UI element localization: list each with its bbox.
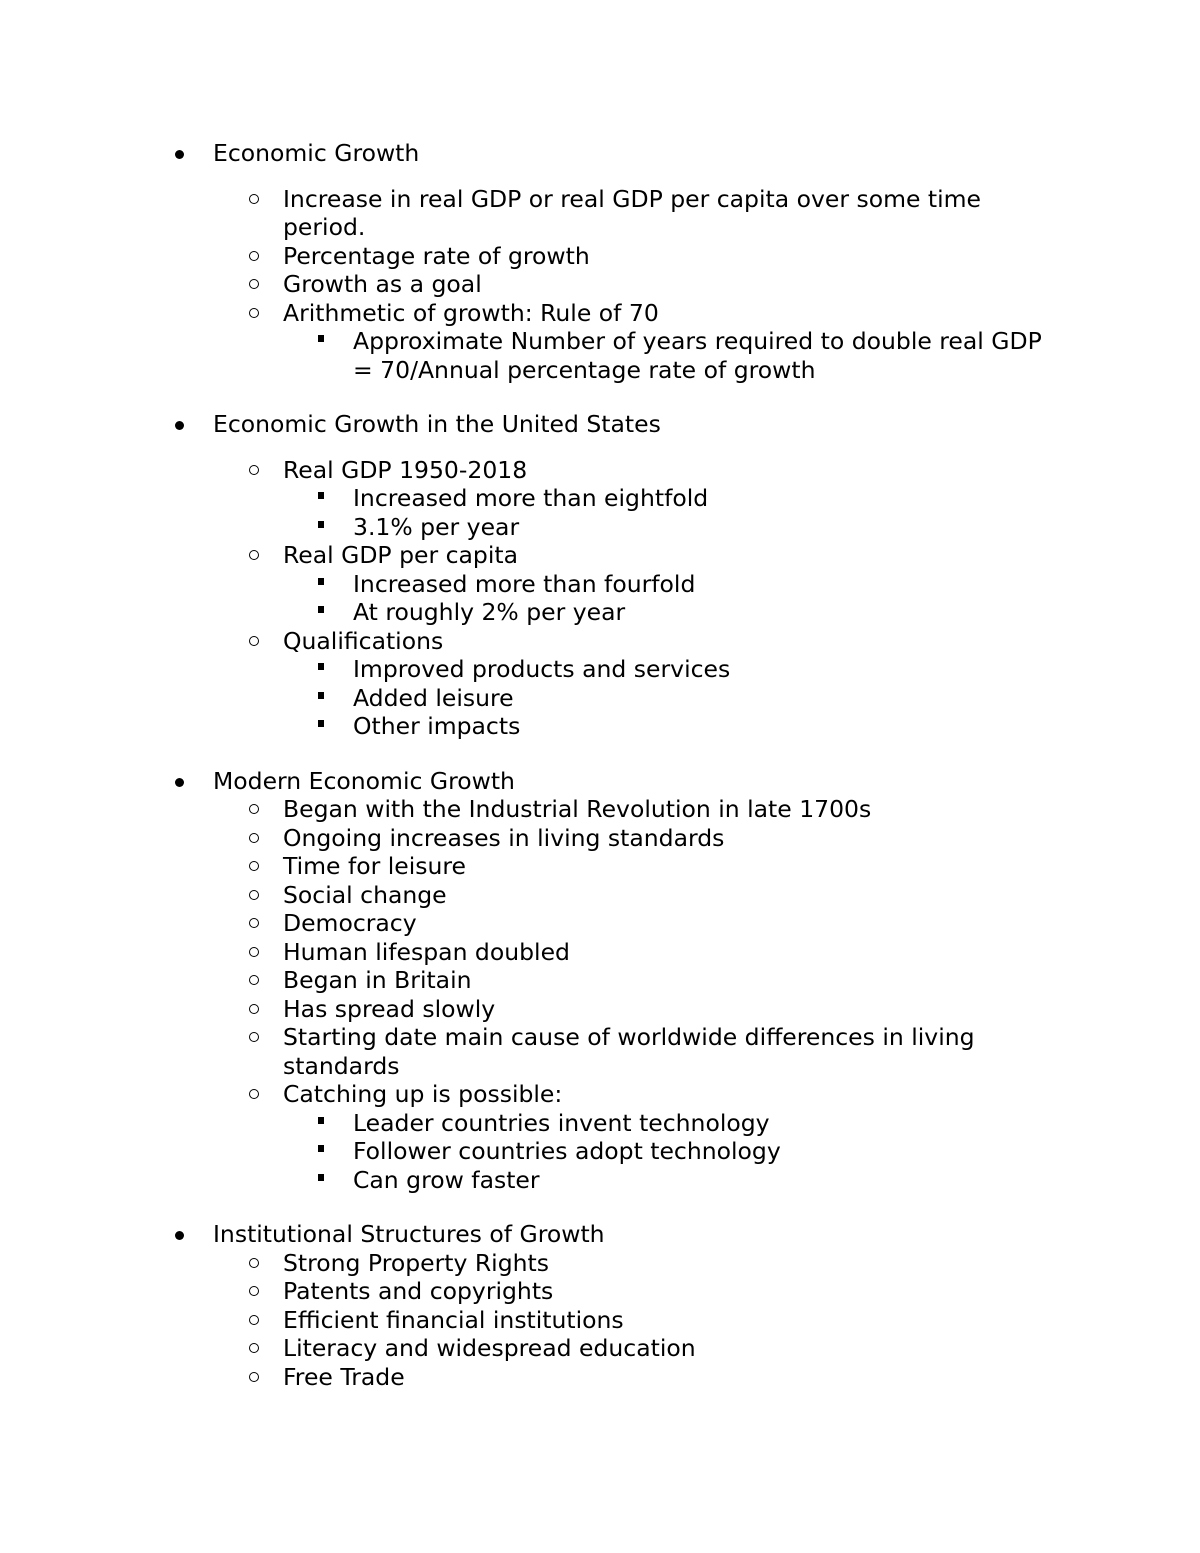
list-item xyxy=(0,185,1003,242)
square-bullet-icon xyxy=(318,692,324,699)
sub-list-item-text: Can grow faster xyxy=(353,1165,540,1194)
list-item-text: Efficient financial institutions xyxy=(283,1305,624,1334)
list-item xyxy=(0,456,1003,485)
sub-list-item xyxy=(0,655,1053,684)
list-item xyxy=(0,1249,1003,1278)
list-item-text: Starting date main cause of worldwide differences in living standards xyxy=(283,1023,975,1080)
outline-section xyxy=(0,139,1200,384)
list-item-text: Patents and copyrights xyxy=(283,1277,554,1305)
circle-bullet-icon xyxy=(249,1089,259,1099)
list-item-text: Percentage rate of growth xyxy=(283,241,590,270)
list-item-text: Arithmetic of growth: Rule of 70 xyxy=(283,298,659,327)
list-item xyxy=(0,1277,1003,1306)
section-heading-text: Modern Economic Growth xyxy=(213,766,515,795)
list-item xyxy=(0,242,1003,271)
disc-bullet-icon xyxy=(175,150,184,159)
sub-list-item xyxy=(0,513,1053,542)
list-item-text: Began in Britain xyxy=(283,966,472,994)
square-bullet-icon xyxy=(318,578,324,585)
list-item-text: Catching up is possible: xyxy=(283,1080,563,1108)
section-heading xyxy=(0,139,1043,168)
sub-list-item xyxy=(0,570,1053,599)
circle-bullet-icon xyxy=(249,1343,259,1353)
list-item xyxy=(0,852,1003,881)
list-item-text: Human lifespan doubled xyxy=(283,937,570,966)
list-item xyxy=(0,541,1003,570)
circle-bullet-icon xyxy=(249,550,259,560)
square-bullet-icon xyxy=(318,720,324,727)
square-bullet-icon xyxy=(318,1174,324,1181)
sub-list-item-text: Added leisure xyxy=(353,683,514,712)
circle-bullet-icon xyxy=(249,251,259,261)
sub-list-item-text: 3.1% per year xyxy=(353,512,520,541)
square-bullet-icon xyxy=(318,521,324,528)
section-heading xyxy=(0,410,1043,439)
list-item xyxy=(0,909,1003,938)
list-item xyxy=(0,1306,1003,1335)
sub-list-item-text: Improved products and services xyxy=(353,655,731,683)
list-item-text: Free Trade xyxy=(283,1362,405,1391)
circle-bullet-icon xyxy=(249,1372,259,1382)
list-item xyxy=(0,795,1003,824)
list-item-text: Real GDP per capita xyxy=(283,541,518,569)
sub-list-item-text: Increased more than eightfold xyxy=(353,484,709,512)
list-item xyxy=(0,995,1003,1024)
square-bullet-icon xyxy=(318,606,324,613)
circle-bullet-icon xyxy=(249,947,259,957)
list-item-text: Democracy xyxy=(283,909,417,937)
sub-list-item xyxy=(0,327,1053,384)
list-item xyxy=(0,270,1003,299)
list-item-text: Literacy and widespread education xyxy=(283,1334,696,1362)
section-heading-text: Institutional Structures of Growth xyxy=(213,1220,605,1248)
circle-bullet-icon xyxy=(249,279,259,289)
sub-list-item xyxy=(0,1137,1053,1166)
list-item xyxy=(0,627,1003,656)
circle-bullet-icon xyxy=(249,308,259,318)
sub-list-item-text: Leader countries invent technology xyxy=(353,1108,770,1137)
square-bullet-icon xyxy=(318,1117,324,1124)
list-item xyxy=(0,938,1003,967)
list-item xyxy=(0,881,1003,910)
list-item-text: Real GDP 1950-2018 xyxy=(283,455,528,484)
list-item xyxy=(0,1363,1003,1392)
circle-bullet-icon xyxy=(249,861,259,871)
sub-list-item-text: Other impacts xyxy=(353,712,521,740)
circle-bullet-icon xyxy=(249,1004,259,1014)
sub-list-item xyxy=(0,712,1053,741)
outline-section xyxy=(0,1220,1200,1391)
outline-list xyxy=(0,139,1200,1417)
sub-list-item-text: Follower countries adopt technology xyxy=(353,1137,781,1165)
section-heading-text: Economic Growth xyxy=(213,139,420,167)
outline-section xyxy=(0,410,1200,741)
list-item xyxy=(0,1080,1003,1109)
circle-bullet-icon xyxy=(249,465,259,475)
sub-list-item-text: Increased more than fourfold xyxy=(353,569,696,598)
list-item-text: Increase in real GDP or real GDP per capita over some time period. xyxy=(283,184,981,241)
sub-list-item-text: Approximate Number of years required to double real GDP = 70/Annual percentage rate of growth xyxy=(353,327,1042,384)
list-item-text: Strong Property Rights xyxy=(283,1248,549,1277)
sub-list-item-text: At roughly 2% per year xyxy=(353,598,626,626)
circle-bullet-icon xyxy=(249,890,259,900)
square-bullet-icon xyxy=(318,663,324,670)
outline-section xyxy=(0,767,1200,1195)
list-item xyxy=(0,966,1003,995)
circle-bullet-icon xyxy=(249,1032,259,1042)
list-item-text: Time for leisure xyxy=(283,852,467,880)
sub-list-item xyxy=(0,484,1053,513)
list-item-text: Qualifications xyxy=(283,626,444,655)
circle-bullet-icon xyxy=(249,194,259,204)
list-item xyxy=(0,1334,1003,1363)
list-item-text: Social change xyxy=(283,880,447,909)
circle-bullet-icon xyxy=(249,918,259,928)
sub-list-item xyxy=(0,1166,1053,1195)
list-item-text: Has spread slowly xyxy=(283,994,496,1023)
circle-bullet-icon xyxy=(249,1286,259,1296)
list-item xyxy=(0,1023,1003,1080)
circle-bullet-icon xyxy=(249,975,259,985)
circle-bullet-icon xyxy=(249,1258,259,1268)
section-heading xyxy=(0,1220,1043,1249)
list-item-text: Growth as a goal xyxy=(283,270,482,298)
square-bullet-icon xyxy=(318,335,324,342)
list-item xyxy=(0,299,1003,328)
disc-bullet-icon xyxy=(175,1231,184,1240)
list-item-text: Began with the Industrial Revolution in late 1700s xyxy=(283,795,872,823)
list-item-text: Ongoing increases in living standards xyxy=(283,823,725,852)
section-heading-text: Economic Growth in the United States xyxy=(213,410,661,438)
circle-bullet-icon xyxy=(249,1315,259,1325)
circle-bullet-icon xyxy=(249,833,259,843)
section-heading xyxy=(0,767,1043,796)
sub-list-item xyxy=(0,684,1053,713)
sub-list-item xyxy=(0,1109,1053,1138)
sub-list-item xyxy=(0,598,1053,627)
disc-bullet-icon xyxy=(175,421,184,430)
square-bullet-icon xyxy=(318,492,324,499)
circle-bullet-icon xyxy=(249,636,259,646)
square-bullet-icon xyxy=(318,1145,324,1152)
disc-bullet-icon xyxy=(175,778,184,787)
circle-bullet-icon xyxy=(249,804,259,814)
list-item xyxy=(0,824,1003,853)
